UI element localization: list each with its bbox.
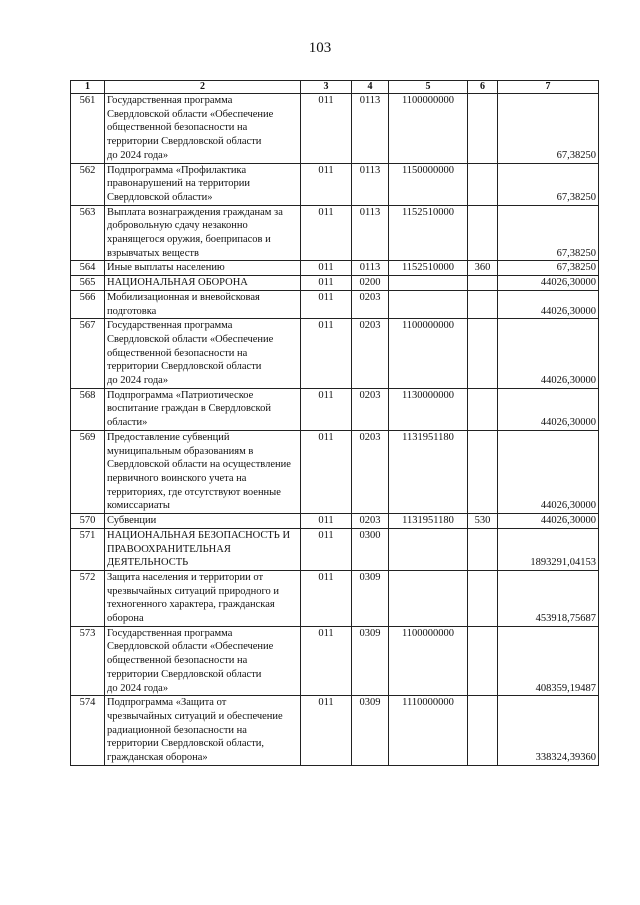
row-name: Государственная программа Свердловской области «Обеспечение общественной безопасности на территории Свердловской области до 2024 года»: [105, 94, 301, 164]
row-ministry-code: 011: [301, 528, 352, 570]
table-row: [71, 430, 599, 513]
row-expense-kind-code: [468, 94, 498, 164]
row-sum: 44026,30000: [498, 290, 599, 318]
row-section-code: 0113: [352, 205, 389, 261]
row-expense-kind-code: 360: [468, 261, 498, 276]
row-ministry-code: 011: [301, 570, 352, 626]
row-name: Предоставление субвенций муниципальным образованиям в Свердловской области на осуществление первичного воинского учета на территориях, где отсутствуют военные комиссариаты: [105, 430, 301, 513]
row-name: Подпрограмма «Патриотическое воспитание граждан в Свердловской области»: [105, 388, 301, 430]
row-expense-kind-code: [468, 205, 498, 261]
header-col-1: 1: [71, 81, 105, 94]
row-target-code: 1131951180: [389, 514, 468, 529]
row-ministry-code: 011: [301, 290, 352, 318]
row-number: 569: [71, 430, 105, 513]
row-name: Подпрограмма «Профилактика правонарушений на территории Свердловской области»: [105, 163, 301, 205]
row-name: Подпрограмма «Защита от чрезвычайных ситуаций и обеспечение радиационной безопасности на территории Свердловской области, гражданская оборона»: [105, 696, 301, 766]
row-number: 571: [71, 528, 105, 570]
row-section-code: 0113: [352, 94, 389, 164]
row-target-code: [389, 290, 468, 318]
row-name: Мобилизационная и вневойсковая подготовка: [105, 290, 301, 318]
row-target-code: 1152510000: [389, 205, 468, 261]
row-target-code: 1100000000: [389, 319, 468, 389]
row-section-code: 0300: [352, 528, 389, 570]
row-target-code: 1100000000: [389, 626, 468, 696]
row-sum: 67,38250: [498, 94, 599, 164]
row-name: Государственная программа Свердловской области «Обеспечение общественной безопасности на территории Свердловской области до 2024 года»: [105, 626, 301, 696]
row-section-code: 0203: [352, 430, 389, 513]
row-target-code: [389, 528, 468, 570]
row-ministry-code: 011: [301, 696, 352, 766]
row-section-code: 0309: [352, 696, 389, 766]
page-number: 103: [308, 40, 332, 56]
row-name: Защита населения и территории от чрезвычайных ситуаций природного и техногенного характера, гражданская оборона: [105, 570, 301, 626]
header-col-5: 5: [389, 81, 468, 94]
row-target-code: 1152510000: [389, 261, 468, 276]
row-name: НАЦИОНАЛЬНАЯ ОБОРОНА: [105, 276, 301, 291]
table-row: [71, 514, 599, 529]
row-number: 572: [71, 570, 105, 626]
row-expense-kind-code: [468, 388, 498, 430]
header-col-7: 7: [498, 81, 599, 94]
row-sum: 44026,30000: [498, 430, 599, 513]
row-expense-kind-code: [468, 570, 498, 626]
row-number: 563: [71, 205, 105, 261]
row-sum: 453918,75687: [498, 570, 599, 626]
row-target-code: [389, 276, 468, 291]
row-name: Субвенции: [105, 514, 301, 529]
header-col-4: 4: [352, 81, 389, 94]
row-expense-kind-code: [468, 319, 498, 389]
row-ministry-code: 011: [301, 205, 352, 261]
row-ministry-code: 011: [301, 388, 352, 430]
header-row: [71, 81, 599, 94]
row-target-code: 1130000000: [389, 388, 468, 430]
table-row: [71, 205, 599, 261]
row-expense-kind-code: [468, 528, 498, 570]
row-sum: 44026,30000: [498, 319, 599, 389]
row-expense-kind-code: [468, 163, 498, 205]
table-row: [71, 261, 599, 276]
table-row: [71, 276, 599, 291]
row-expense-kind-code: [468, 276, 498, 291]
header-col-2: 2: [105, 81, 301, 94]
table-row: [71, 696, 599, 766]
row-sum: 67,38250: [498, 163, 599, 205]
budget-table: [70, 80, 599, 766]
table-row: [71, 319, 599, 389]
row-target-code: [389, 570, 468, 626]
row-name: Выплата вознаграждения гражданам за добровольную сдачу незаконно хранящегося оружия, боеприпасов и взрывчатых веществ: [105, 205, 301, 261]
row-ministry-code: 011: [301, 430, 352, 513]
row-sum: 338324,39360: [498, 696, 599, 766]
row-number: 573: [71, 626, 105, 696]
row-section-code: 0309: [352, 570, 389, 626]
table-row: [71, 626, 599, 696]
table-row: [71, 290, 599, 318]
row-ministry-code: 011: [301, 94, 352, 164]
row-ministry-code: 011: [301, 261, 352, 276]
row-target-code: 1150000000: [389, 163, 468, 205]
table-row: [71, 388, 599, 430]
row-expense-kind-code: [468, 430, 498, 513]
row-expense-kind-code: [468, 626, 498, 696]
row-number: 574: [71, 696, 105, 766]
row-number: 570: [71, 514, 105, 529]
row-section-code: 0200: [352, 276, 389, 291]
row-section-code: 0203: [352, 319, 389, 389]
row-number: 568: [71, 388, 105, 430]
row-ministry-code: 011: [301, 163, 352, 205]
table-row: [71, 528, 599, 570]
row-section-code: 0203: [352, 514, 389, 529]
row-target-code: 1100000000: [389, 94, 468, 164]
row-number: 567: [71, 319, 105, 389]
header-col-3: 3: [301, 81, 352, 94]
row-section-code: 0203: [352, 290, 389, 318]
row-number: 565: [71, 276, 105, 291]
row-section-code: 0113: [352, 261, 389, 276]
row-expense-kind-code: [468, 696, 498, 766]
row-ministry-code: 011: [301, 514, 352, 529]
table-body: [71, 94, 599, 766]
row-name: Государственная программа Свердловской области «Обеспечение общественной безопасности на территории Свердловской области до 2024 года»: [105, 319, 301, 389]
row-sum: 1893291,04153: [498, 528, 599, 570]
header-col-6: 6: [468, 81, 498, 94]
row-name: Иные выплаты населению: [105, 261, 301, 276]
row-ministry-code: 011: [301, 276, 352, 291]
row-sum: 44026,30000: [498, 388, 599, 430]
row-sum: 67,38250: [498, 261, 599, 276]
table-row: [71, 163, 599, 205]
table-row: [71, 570, 599, 626]
row-number: 566: [71, 290, 105, 318]
row-section-code: 0203: [352, 388, 389, 430]
row-ministry-code: 011: [301, 626, 352, 696]
row-expense-kind-code: [468, 290, 498, 318]
row-name: НАЦИОНАЛЬНАЯ БЕЗОПАСНОСТЬ И ПРАВООХРАНИТЕЛЬНАЯ ДЕЯТЕЛЬНОСТЬ: [105, 528, 301, 570]
row-sum: 44026,30000: [498, 276, 599, 291]
row-number: 561: [71, 94, 105, 164]
row-sum: 67,38250: [498, 205, 599, 261]
row-sum: 408359,19487: [498, 626, 599, 696]
row-expense-kind-code: 530: [468, 514, 498, 529]
row-sum: 44026,30000: [498, 514, 599, 529]
row-ministry-code: 011: [301, 319, 352, 389]
row-target-code: 1131951180: [389, 430, 468, 513]
row-number: 564: [71, 261, 105, 276]
row-section-code: 0309: [352, 626, 389, 696]
row-number: 562: [71, 163, 105, 205]
table-row: [71, 94, 599, 164]
row-section-code: 0113: [352, 163, 389, 205]
row-target-code: 1110000000: [389, 696, 468, 766]
